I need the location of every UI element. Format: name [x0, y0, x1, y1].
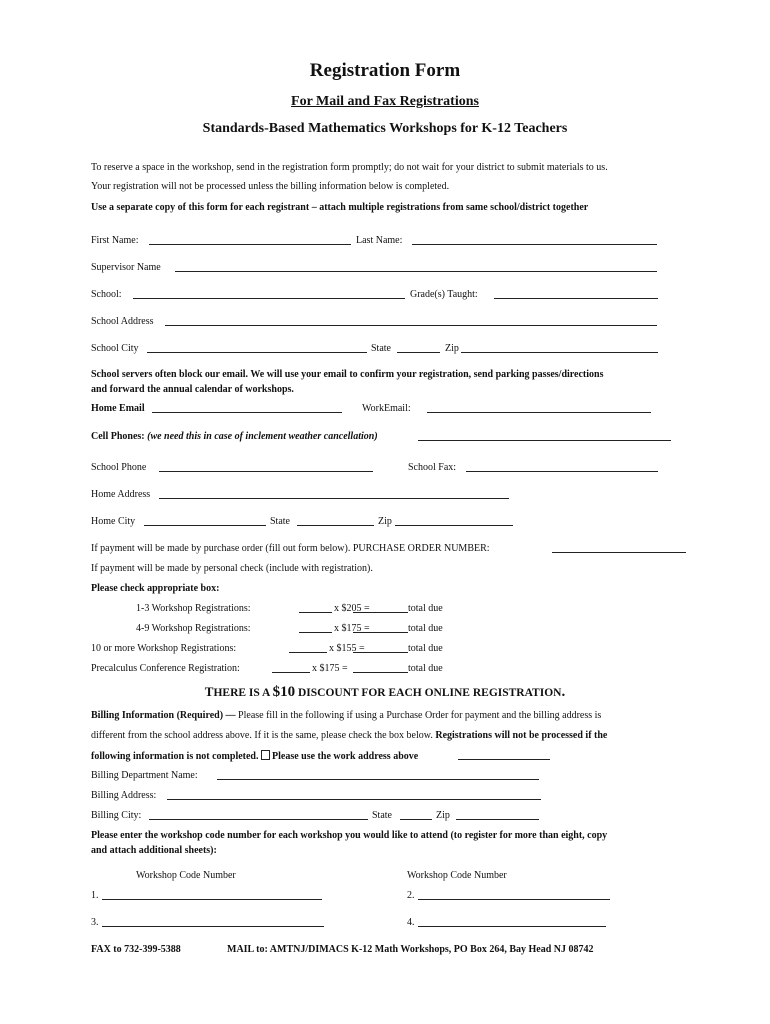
workshop-code-2-label: 2. — [407, 890, 415, 901]
home-city-field[interactable] — [144, 516, 266, 526]
registration-total-field[interactable] — [353, 623, 408, 633]
home-city-label: Home City — [91, 516, 136, 527]
workshop-code-3-label: 3. — [91, 917, 99, 928]
home-zip-field[interactable] — [395, 516, 513, 526]
registration-row-due: total due — [408, 643, 443, 654]
school-city-field[interactable] — [147, 343, 367, 353]
grades-taught-field[interactable] — [494, 289, 658, 299]
home-email-label: Home Email — [91, 403, 145, 414]
home-zip-label: Zip — [378, 516, 392, 527]
page-subtitle: For Mail and Fax Registrations — [291, 94, 479, 109]
registration-row-price: x $175 = — [312, 663, 348, 674]
discount-banner: THERE IS A $10 DISCOUNT FOR EACH ONLINE REGISTRATION. — [204, 684, 566, 700]
registration-row-price: x $155 = — [329, 643, 365, 654]
school-zip-label: Zip — [445, 343, 459, 354]
school-field[interactable] — [133, 289, 405, 299]
registration-row-label: 4-9 Workshop Registrations: — [136, 623, 251, 634]
registration-count-field[interactable] — [289, 643, 327, 653]
home-state-label: State — [270, 516, 290, 527]
registration-row-due: total due — [408, 663, 443, 674]
school-zip-field[interactable] — [461, 343, 658, 353]
registration-row-label: 1-3 Workshop Registrations: — [136, 603, 251, 614]
cell-phones-label: Cell Phones: — [91, 431, 145, 442]
billing-state-label: State — [372, 810, 392, 821]
registration-row-label: 10 or more Workshop Registrations: — [91, 643, 237, 654]
billing-department-field[interactable] — [217, 770, 539, 780]
intro-line-2: Your registration will not be processed unless the billing information below is completed. — [91, 181, 450, 192]
workshop-code-header-right: Workshop Code Number — [407, 870, 507, 881]
workshop-instruction-1: Please enter the workshop code number for each workshop you would like to attend (to register for more than eight, copy — [91, 830, 608, 841]
billing-address-field[interactable] — [167, 790, 541, 800]
school-address-label: School Address — [91, 316, 154, 327]
registration-total-field[interactable] — [353, 643, 408, 653]
workshop-code-4-label: 4. — [407, 917, 415, 928]
school-fax-field[interactable] — [466, 462, 658, 472]
home-address-field[interactable] — [159, 489, 509, 499]
billing-line-3: following information is not completed. Please use the work address above — [91, 751, 419, 762]
school-phone-field[interactable] — [159, 462, 373, 472]
work-email-label: WorkEmail: — [362, 403, 411, 414]
billing-zip-field[interactable] — [456, 810, 539, 820]
billing-zip-label: Zip — [436, 810, 450, 821]
billing-address-label: Billing Address: — [91, 790, 157, 801]
school-label: School: — [91, 289, 122, 300]
supervisor-name-label: Supervisor Name — [91, 262, 161, 273]
school-fax-label: School Fax: — [408, 462, 457, 473]
cell-phones-field[interactable] — [418, 431, 671, 441]
first-name-field[interactable] — [149, 235, 351, 245]
school-address-field[interactable] — [165, 316, 657, 326]
workshop-instruction-2: and attach additional sheets): — [91, 845, 217, 856]
same-address-label: Please use the work address above — [272, 751, 419, 762]
same-address-checkbox[interactable] — [261, 750, 270, 760]
intro-line-3: Use a separate copy of this form for each registrant – attach multiple registrations from same school/district together — [91, 202, 589, 213]
registration-count-field[interactable] — [299, 603, 332, 613]
first-name-label: First Name: — [91, 235, 139, 246]
purchase-order-line: If payment will be made by purchase order (fill out form below). PURCHASE ORDER NUMBER: — [91, 543, 490, 554]
registration-total-field[interactable] — [353, 603, 408, 613]
workshop-code-1-label: 1. — [91, 890, 99, 901]
workshop-code-4-field[interactable] — [418, 917, 606, 927]
billing-line-1: Billing Information (Required) — Please fill in the following if using a Purchase Order for payment and the billing address is — [91, 710, 602, 721]
intro-line-1: To reserve a space in the workshop, send in the registration form promptly; do not wait for your district to submit materials to us. — [91, 162, 608, 173]
cell-phones-note: (we need this in case of inclement weather cancellation) — [147, 431, 378, 442]
check-box-instruction: Please check appropriate box: — [91, 583, 220, 594]
email-notice-line-1: School servers often block our email. We will use your email to confirm your registration, send parking passes/directions — [91, 369, 604, 380]
billing-city-field[interactable] — [149, 810, 368, 820]
cell-phones-row — [91, 431, 378, 443]
home-state-field[interactable] — [297, 516, 374, 526]
billing-state-field[interactable] — [400, 810, 432, 820]
supervisor-name-field[interactable] — [175, 262, 657, 272]
fax-number: FAX to 732-399-5388 — [91, 944, 181, 955]
billing-confirm-field[interactable] — [458, 750, 550, 760]
workshop-code-2-field[interactable] — [418, 890, 610, 900]
registration-row-price: x $205 = — [334, 603, 370, 614]
school-phone-label: School Phone — [91, 462, 147, 473]
billing-line-2: different from the school address above. If it is the same, please check the box below. Registrations will not be processed if the — [91, 730, 608, 741]
grades-taught-label: Grade(s) Taught: — [410, 289, 478, 300]
school-city-label: School City — [91, 343, 139, 354]
home-email-field[interactable] — [152, 403, 342, 413]
registration-count-field[interactable] — [272, 663, 310, 673]
last-name-field[interactable] — [412, 235, 657, 245]
billing-department-label: Billing Department Name: — [91, 770, 198, 781]
registration-total-field[interactable] — [353, 663, 408, 673]
mail-address: MAIL to: AMTNJ/DIMACS K-12 Math Workshops, PO Box 264, Bay Head NJ 08742 — [227, 944, 594, 955]
workshop-code-1-field[interactable] — [102, 890, 322, 900]
workshop-code-header-left: Workshop Code Number — [136, 870, 236, 881]
email-notice-line-2: and forward the annual calendar of workshops. — [91, 384, 294, 395]
purchase-order-number-field[interactable] — [552, 543, 686, 553]
billing-city-label: Billing City: — [91, 810, 142, 821]
registration-row-price: x $175 = — [334, 623, 370, 634]
personal-check-line: If payment will be made by personal check (include with registration). — [91, 563, 373, 574]
school-state-field[interactable] — [397, 343, 440, 353]
registration-row-label: Precalculus Conference Registration: — [91, 663, 240, 674]
work-email-field[interactable] — [427, 403, 651, 413]
billing-heading: Billing Information (Required) — — [91, 710, 236, 721]
school-state-label: State — [371, 343, 391, 354]
workshop-code-3-field[interactable] — [102, 917, 324, 927]
workshop-title: Standards-Based Mathematics Workshops for K-12 Teachers — [202, 121, 568, 136]
registration-row-due: total due — [408, 623, 443, 634]
home-address-label: Home Address — [91, 489, 151, 500]
registration-count-field[interactable] — [299, 623, 332, 633]
page-title: Registration Form — [309, 60, 461, 81]
registration-row-due: total due — [408, 603, 443, 614]
last-name-label: Last Name: — [356, 235, 403, 246]
